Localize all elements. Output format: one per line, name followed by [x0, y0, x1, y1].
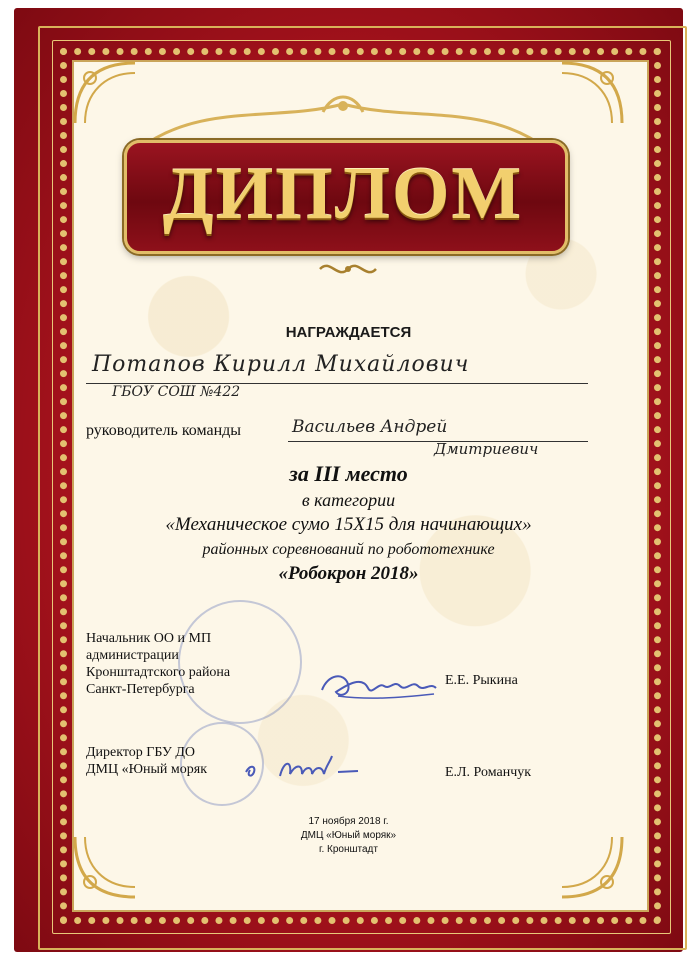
title-flourish-icon [318, 258, 378, 280]
corner-ornament-icon [70, 832, 140, 902]
signatory-name: Е.Л. Романчук [445, 765, 532, 780]
signatory-title: Директор ГБУ ДО ДМЦ «Юный моряк [86, 745, 207, 777]
recipient-name: Потапов Кирилл Михайлович [92, 352, 470, 377]
team-leader-label: руководитель команды [86, 422, 242, 439]
issue-date: 17 ноября 2018 г. [308, 816, 389, 827]
corner-ornament-icon [557, 832, 627, 902]
signature-image [318, 666, 440, 706]
signature-image [240, 752, 364, 786]
team-leader-name: Васильев Андрей [292, 417, 448, 437]
signatory-name: Е.Е. Рыкина [445, 673, 518, 688]
award-place: за III место [289, 461, 408, 486]
issuing-organization: ДМЦ «Юный моряк» [300, 830, 397, 841]
signatory-title: Начальник ОО и МП администрации Кронштадтского района Санкт-Петербурга [86, 631, 231, 697]
category-name: «Механическое сумо 15X15 для начинающих» [165, 514, 532, 535]
title-banner [118, 132, 568, 257]
awarded-heading: НАГРАЖДАЕТСЯ [285, 324, 412, 341]
team-leader-patronymic: Дмитриевич [434, 440, 539, 458]
diploma-title: ДИПЛОМ [162, 153, 524, 235]
competition-name: районных соревнований по робототехнике [202, 541, 495, 558]
event-name: «Робокрон 2018» [278, 563, 419, 584]
issue-city: г. Кронштадт [319, 844, 378, 855]
recipient-school: ГБОУ СОШ №422 [112, 384, 241, 400]
category-intro: в категории [301, 490, 396, 510]
